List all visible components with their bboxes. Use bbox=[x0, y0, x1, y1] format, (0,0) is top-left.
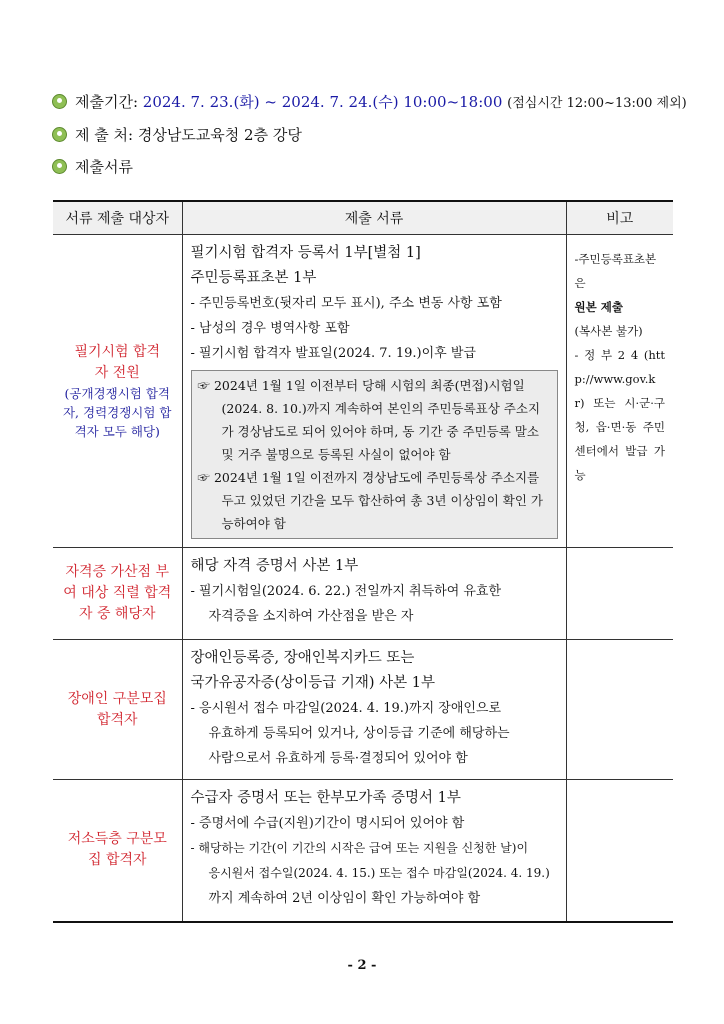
row1-sub1: - 주민등록번호(뒷자리 모두 표시), 주소 변동 사항 포함 bbox=[190, 296, 502, 311]
row3-sub1-cont1: 유효하게 등록되어 있거나, 상이등급 기준에 해당하는 bbox=[208, 726, 510, 741]
header-remarks: 비고 bbox=[566, 201, 673, 235]
bullet-icon bbox=[52, 94, 67, 109]
row1-target-main: 필기시험 합격자 전원 bbox=[74, 343, 161, 381]
page-number: - 2 - bbox=[347, 958, 377, 973]
row1-target bbox=[53, 235, 182, 548]
table-header-row bbox=[53, 201, 673, 235]
row2-sub1: - 필기시험일(2024. 6. 22.) 전일까지 취득하여 유효한 bbox=[190, 584, 502, 599]
row1-remark1: -주민등록표초본은 bbox=[574, 252, 657, 290]
row3-doc1: 장애인등록증, 장애인복지카드 또는 bbox=[190, 650, 415, 666]
row4-remarks bbox=[566, 780, 673, 922]
row1-doc1: 필기시험 합격자 등록서 1부[별첨 1] bbox=[190, 245, 421, 261]
row4-sub1: - 증명서에 수급(지원)기간이 명시되어 있어야 함 bbox=[190, 816, 465, 831]
period-note: (점심시간 12:00~13:00 제외) bbox=[507, 96, 687, 111]
table-row bbox=[53, 640, 673, 780]
row3-documents bbox=[182, 640, 566, 780]
submission-place-line bbox=[52, 124, 302, 145]
row4-sub2-cont2: 까지 계속하여 2년 이상임이 확인 가능하여야 함 bbox=[208, 891, 481, 906]
row3-remarks bbox=[566, 640, 673, 780]
row3-sub1: - 응시원서 접수 마감일(2024. 4. 19.)까지 장애인으로 bbox=[190, 701, 502, 716]
row3-sub1-cont2: 사람으로서 유효하게 등록·결정되어 있어야 함 bbox=[208, 751, 468, 766]
period-value: 2024. 7. 23.(화) ~ 2024. 7. 24.(수) 10:00~18:00 bbox=[142, 93, 503, 111]
row1-target-sub: (공개경쟁시험 합격자, 경력경쟁시험 합격자 모두 해당) bbox=[62, 385, 172, 439]
table-row bbox=[53, 235, 673, 548]
table-row bbox=[53, 548, 673, 640]
row1-note1: ☞ 2024년 1월 1일 이전부터 당해 시험의 최종(면접)시험일(2024. 8. 10.)까지 계속하여 본인의 주민등록표상 주소지가 경상남도로 되어 있어야 하며, 동 기간 중 주민등록 말소 및 거주 불명으로 등록된 사실이 없어야 함 bbox=[197, 378, 541, 462]
row4-documents bbox=[182, 780, 566, 922]
row1-remark3: (복사본 불가) bbox=[574, 324, 643, 338]
row2-sub1-cont: 자격증을 소지하여 가산점을 받은 자 bbox=[208, 609, 414, 624]
row1-note2: ☞ 2024년 1월 1일 이전까지 경상남도에 주민등록상 주소지를 두고 있었던 기간을 모두 합산하여 총 3년 이상임이 확인 가능하여야 함 bbox=[197, 470, 543, 531]
header-documents: 제출 서류 bbox=[182, 201, 566, 235]
row4-sub2: - 해당하는 기간(이 기간의 시작은 급여 또는 지원을 신청한 날)이 bbox=[190, 841, 529, 855]
row4-doc1: 수급자 증명서 또는 한부모가족 증명서 1부 bbox=[190, 790, 461, 806]
row1-remarks bbox=[566, 235, 673, 548]
row3-target bbox=[53, 640, 182, 780]
row1-remark2: 원본 제출 bbox=[574, 300, 623, 314]
row4-target bbox=[53, 780, 182, 922]
row2-remarks bbox=[566, 548, 673, 640]
row1-remark4: - 정 부 2 4 (http://www.gov.kr) 또는 시·군·구청, 읍·면·동 주민센터에서 발급 가능 bbox=[574, 348, 665, 482]
row3-target-text: 장애인 구분모집 합격자 bbox=[67, 690, 167, 728]
row4-sub2-cont1: 응시원서 접수일(2024. 4. 15.) 또는 접수 마감일(2024. 4. 19.) bbox=[208, 866, 550, 880]
bullet-icon bbox=[52, 159, 67, 174]
place-label: 제 출 처: bbox=[75, 126, 134, 144]
row1-doc2: 주민등록표초본 1부 bbox=[190, 270, 317, 286]
docs-label: 제출서류 bbox=[75, 158, 133, 176]
row1-sub2: - 남성의 경우 병역사항 포함 bbox=[190, 321, 350, 336]
submission-period-line bbox=[52, 91, 687, 112]
documents-table bbox=[53, 200, 673, 923]
table-row bbox=[53, 780, 673, 922]
row3-doc2: 국가유공자증(상이등급 기재) 사본 1부 bbox=[190, 675, 435, 691]
row1-note-box bbox=[191, 370, 558, 539]
row1-documents bbox=[182, 235, 566, 548]
submission-docs-line bbox=[52, 156, 133, 177]
row2-documents bbox=[182, 548, 566, 640]
row1-sub3: - 필기시험 합격자 발표일(2024. 7. 19.)이후 발급 bbox=[190, 346, 476, 361]
row4-target-text: 저소득층 구분모집 합격자 bbox=[67, 831, 167, 869]
period-label: 제출기간: bbox=[75, 93, 139, 111]
header-target: 서류 제출 대상자 bbox=[53, 201, 182, 235]
row2-doc1: 해당 자격 증명서 사본 1부 bbox=[190, 558, 359, 574]
place-value: 경상남도교육청 2층 강당 bbox=[137, 126, 302, 144]
row2-target: 자격증 가산점 부여 대상 직렬 합격자 중 해당자 bbox=[53, 548, 182, 640]
bullet-icon bbox=[52, 127, 67, 142]
